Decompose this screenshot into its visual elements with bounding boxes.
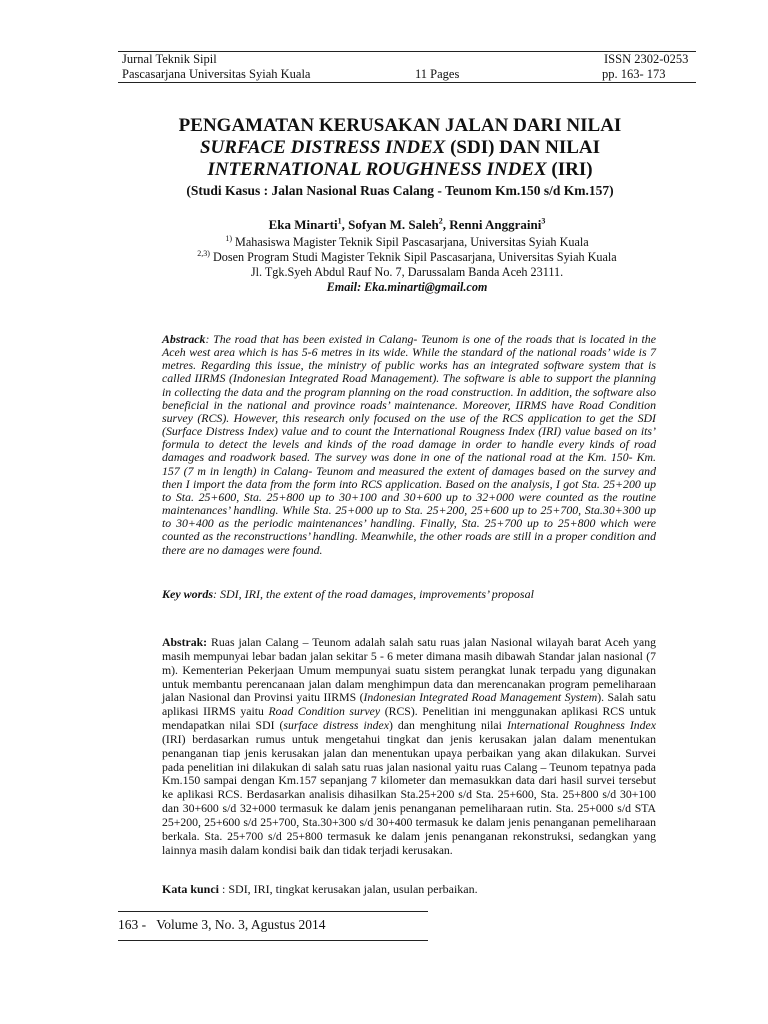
affiliation-1: [118, 235, 696, 250]
paper-subtitle: (Studi Kasus : Jalan Nasional Ruas Calang - Teunom Km.150 s/d Km.157): [186, 183, 614, 198]
affiliation-2-sup: 2,3): [197, 248, 210, 258]
abstract-indonesian-text: ) dan menghitung nilai: [388, 719, 507, 733]
abstract-indonesian: [162, 636, 656, 858]
keywords-indonesian-label: Kata kunci: [162, 882, 220, 896]
abstract-indonesian-term: surface distress index: [283, 719, 389, 733]
affiliation-1-sup: 1): [225, 233, 232, 243]
footer-top-rule: [118, 911, 428, 912]
abstract-indonesian-text: (RCS). Penelitian ini menggunakan aplikasi RCS untuk mendapatkan nilai SDI (: [162, 705, 657, 733]
author-2-sup: 2: [438, 216, 443, 226]
affiliation-1-text: Mahasiswa Magister Teknik Sipil Pascasarjana, Universitas Syiah Kuala: [231, 235, 589, 249]
journal-name: Jurnal Teknik Sipil: [122, 52, 217, 66]
abstract-indonesian-text: ). Salah satu aplikasi IIRMS yaitu: [162, 691, 656, 719]
abstract-indonesian-term: Road Condition survey: [268, 705, 381, 719]
institution-name: Pascasarjana Universitas Syiah Kuala: [122, 67, 311, 81]
title-line-3: [100, 159, 700, 181]
author-1-sup: 1: [337, 216, 342, 226]
abstract-indonesian-term: Indonesian Integrated Road Management System: [363, 691, 598, 705]
author-separator: ,: [341, 217, 349, 232]
abstract-english: [162, 333, 656, 557]
keywords-english-label: Key words: [162, 587, 213, 601]
page-footer: [118, 917, 326, 933]
author-email: Email: Eka.minarti@gmail.com: [326, 280, 488, 294]
affiliation-2: [118, 250, 696, 265]
abstract-indonesian-text: Ruas jalan Calang – Teunom adalah salah satu ruas jalan Nasional wilayah barat Aceh yang masih mempunyai lebar badan jalan sekitar 5 - 6 meter dimana masih dibawah Standar jalan nasional (7 m). Kementerian Pekerjaan Umum mempunyai suatu sistem perangkat lunak terpadu yang digunakan untuk membantu perencanaan jalan dalam menghimpun data dan merencanakan program pemeliharaan jalan Nasional dan Provinsi yaitu IIRMS (: [162, 636, 656, 705]
abstract-indonesian-term: International Roughness Index: [506, 719, 656, 733]
author-separator: ,: [442, 217, 450, 232]
footer-page-number: 163 -: [118, 917, 147, 932]
author-address: Jl. Tgk.Syeh Abdul Rauf No. 7, Darussalam Banda Aceh 23111.: [250, 265, 564, 279]
footer-bottom-rule: [118, 940, 428, 941]
abstract-english-label: Abstrack: [162, 332, 206, 346]
keywords-indonesian: [162, 882, 656, 896]
author-3-sup: 3: [541, 216, 546, 226]
author-block: [118, 216, 696, 295]
title-sdi-term: SURFACE DISTRESS INDEX: [199, 137, 446, 158]
author-2: Sofyan M. Saleh: [348, 217, 439, 232]
title-line-2: [100, 137, 700, 159]
title-iri-term: INTERNATIONAL ROUGHNESS INDEX: [207, 159, 547, 180]
title-sdi-rest: (SDI) DAN NILAI: [445, 137, 600, 158]
header-bottom-rule: [118, 82, 696, 83]
author-names: [118, 216, 696, 233]
author-1: Eka Minarti: [268, 217, 338, 232]
keywords-indonesian-text: : SDI, IRI, tingkat kerusakan jalan, usulan perbaikan.: [219, 882, 478, 896]
author-3: Renni Anggraini: [449, 217, 542, 232]
page-range: pp. 163- 173: [602, 67, 666, 81]
page-count: 11 Pages: [415, 67, 460, 81]
paper-title: [100, 115, 700, 199]
keywords-english-text: : SDI, IRI, the extent of the road damages, improvements’ proposal: [213, 587, 534, 601]
abstract-indonesian-label: Abstrak:: [162, 636, 208, 649]
abstract-indonesian-text: (IRI) berdasarkan rumus untuk mengetahui tingkat dan jenis kerusakan jalan dalam menentukan penanganan tiap jenis kerusakan jalan dan menentukan upaya perbaikan yang akan dilakukan. Survei pada penelitian ini dilakukan di salah satu ruas jalan nasional yaitu ruas Calang – Teunom tepatnya pada Km.150 sampai dengan Km.157 sepanjang 7 kilometer dan memasukkan data dari hasil survei tersebut ke aplikasi RCS. Berdasarkan analisis dihasilkan Sta.25+200 s/d Sta. 25+600, Sta. 25+800 s/d 30+100 dan 30+600 s/d 32+000 termasuk ke dalam jenis penanganan pemeliharaan rutin. Sta. 25+000 s/d STA 25+200, 25+600 s/d 25+700, Sta.30+300 s/d 30+400 termasuk ke dalam jenis penanganan pemeliharaan berkala. Sta. 25+700 s/d 25+800 termasuk ke dalam jenis penanganan rekonstruksi, sedangkan yang lainnya masih dalam kondisi baik dan tidak terjadi kerusakan.: [162, 732, 656, 857]
affiliation-2-text: Dosen Program Studi Magister Teknik Sipil Pascasarjana, Universitas Syiah Kuala: [209, 250, 617, 264]
footer-volume: Volume 3, No. 3, Agustus 2014: [156, 917, 326, 932]
title-iri-rest: (IRI): [546, 159, 593, 180]
keywords-english: [162, 587, 656, 601]
abstract-english-text: : The road that has been existed in Calang- Teunom is one of the roads that is located in the Aceh west area which is has 5-6 metres in its wide. While the standard of the national roads’ wide is 7 metres. Regarding this issue, the ministry of public works has an integrated software system that is called IIRMS (Indonesian Integrated Road Management). The software is able to support the planning in collecting the data and the program planning on the road construction. In addition, the software also beneficial in the national and province roads’ maintenance. Moreover, IIRMS have Road Condition survey (RCS). However, this research only focused on the use of the RCS application to get the SDI (Surface Distress Index) value and to count the International Rougness Index (IRI) value based on its’ formula to detect the levels and kinds of the road damage in order to handle every kinds of road damages and roadwork based. The survey was done in one of the national road at the Km. 150- Km. 157 (7 m in length) in Calang- Teunom and measured the extent of damages based on the survey and then I import the data from the form into RCS application. Based on the analysis, I got Sta. 25+200 up to Sta. 25+600, Sta. 25+800 up to 30+100 and 30+600 up to 32+000 were counted as the routine maintenances’ handling. While Sta. 25+000 up to Sta. 25+200, 25+600 up to 25+700, Sta.30+300 up to 30+400 as the periodic maintenances’ handling. Finally, Sta. 25+700 up to 25+800 which were counted as the reconstructions’ handling. Meanwhile, the other roads are still in a proper condition and there are no damages were found.: [162, 332, 656, 557]
title-line-1: PENGAMATAN KERUSAKAN JALAN DARI NILAI: [178, 115, 622, 136]
issn: ISSN 2302-0253: [604, 52, 689, 66]
